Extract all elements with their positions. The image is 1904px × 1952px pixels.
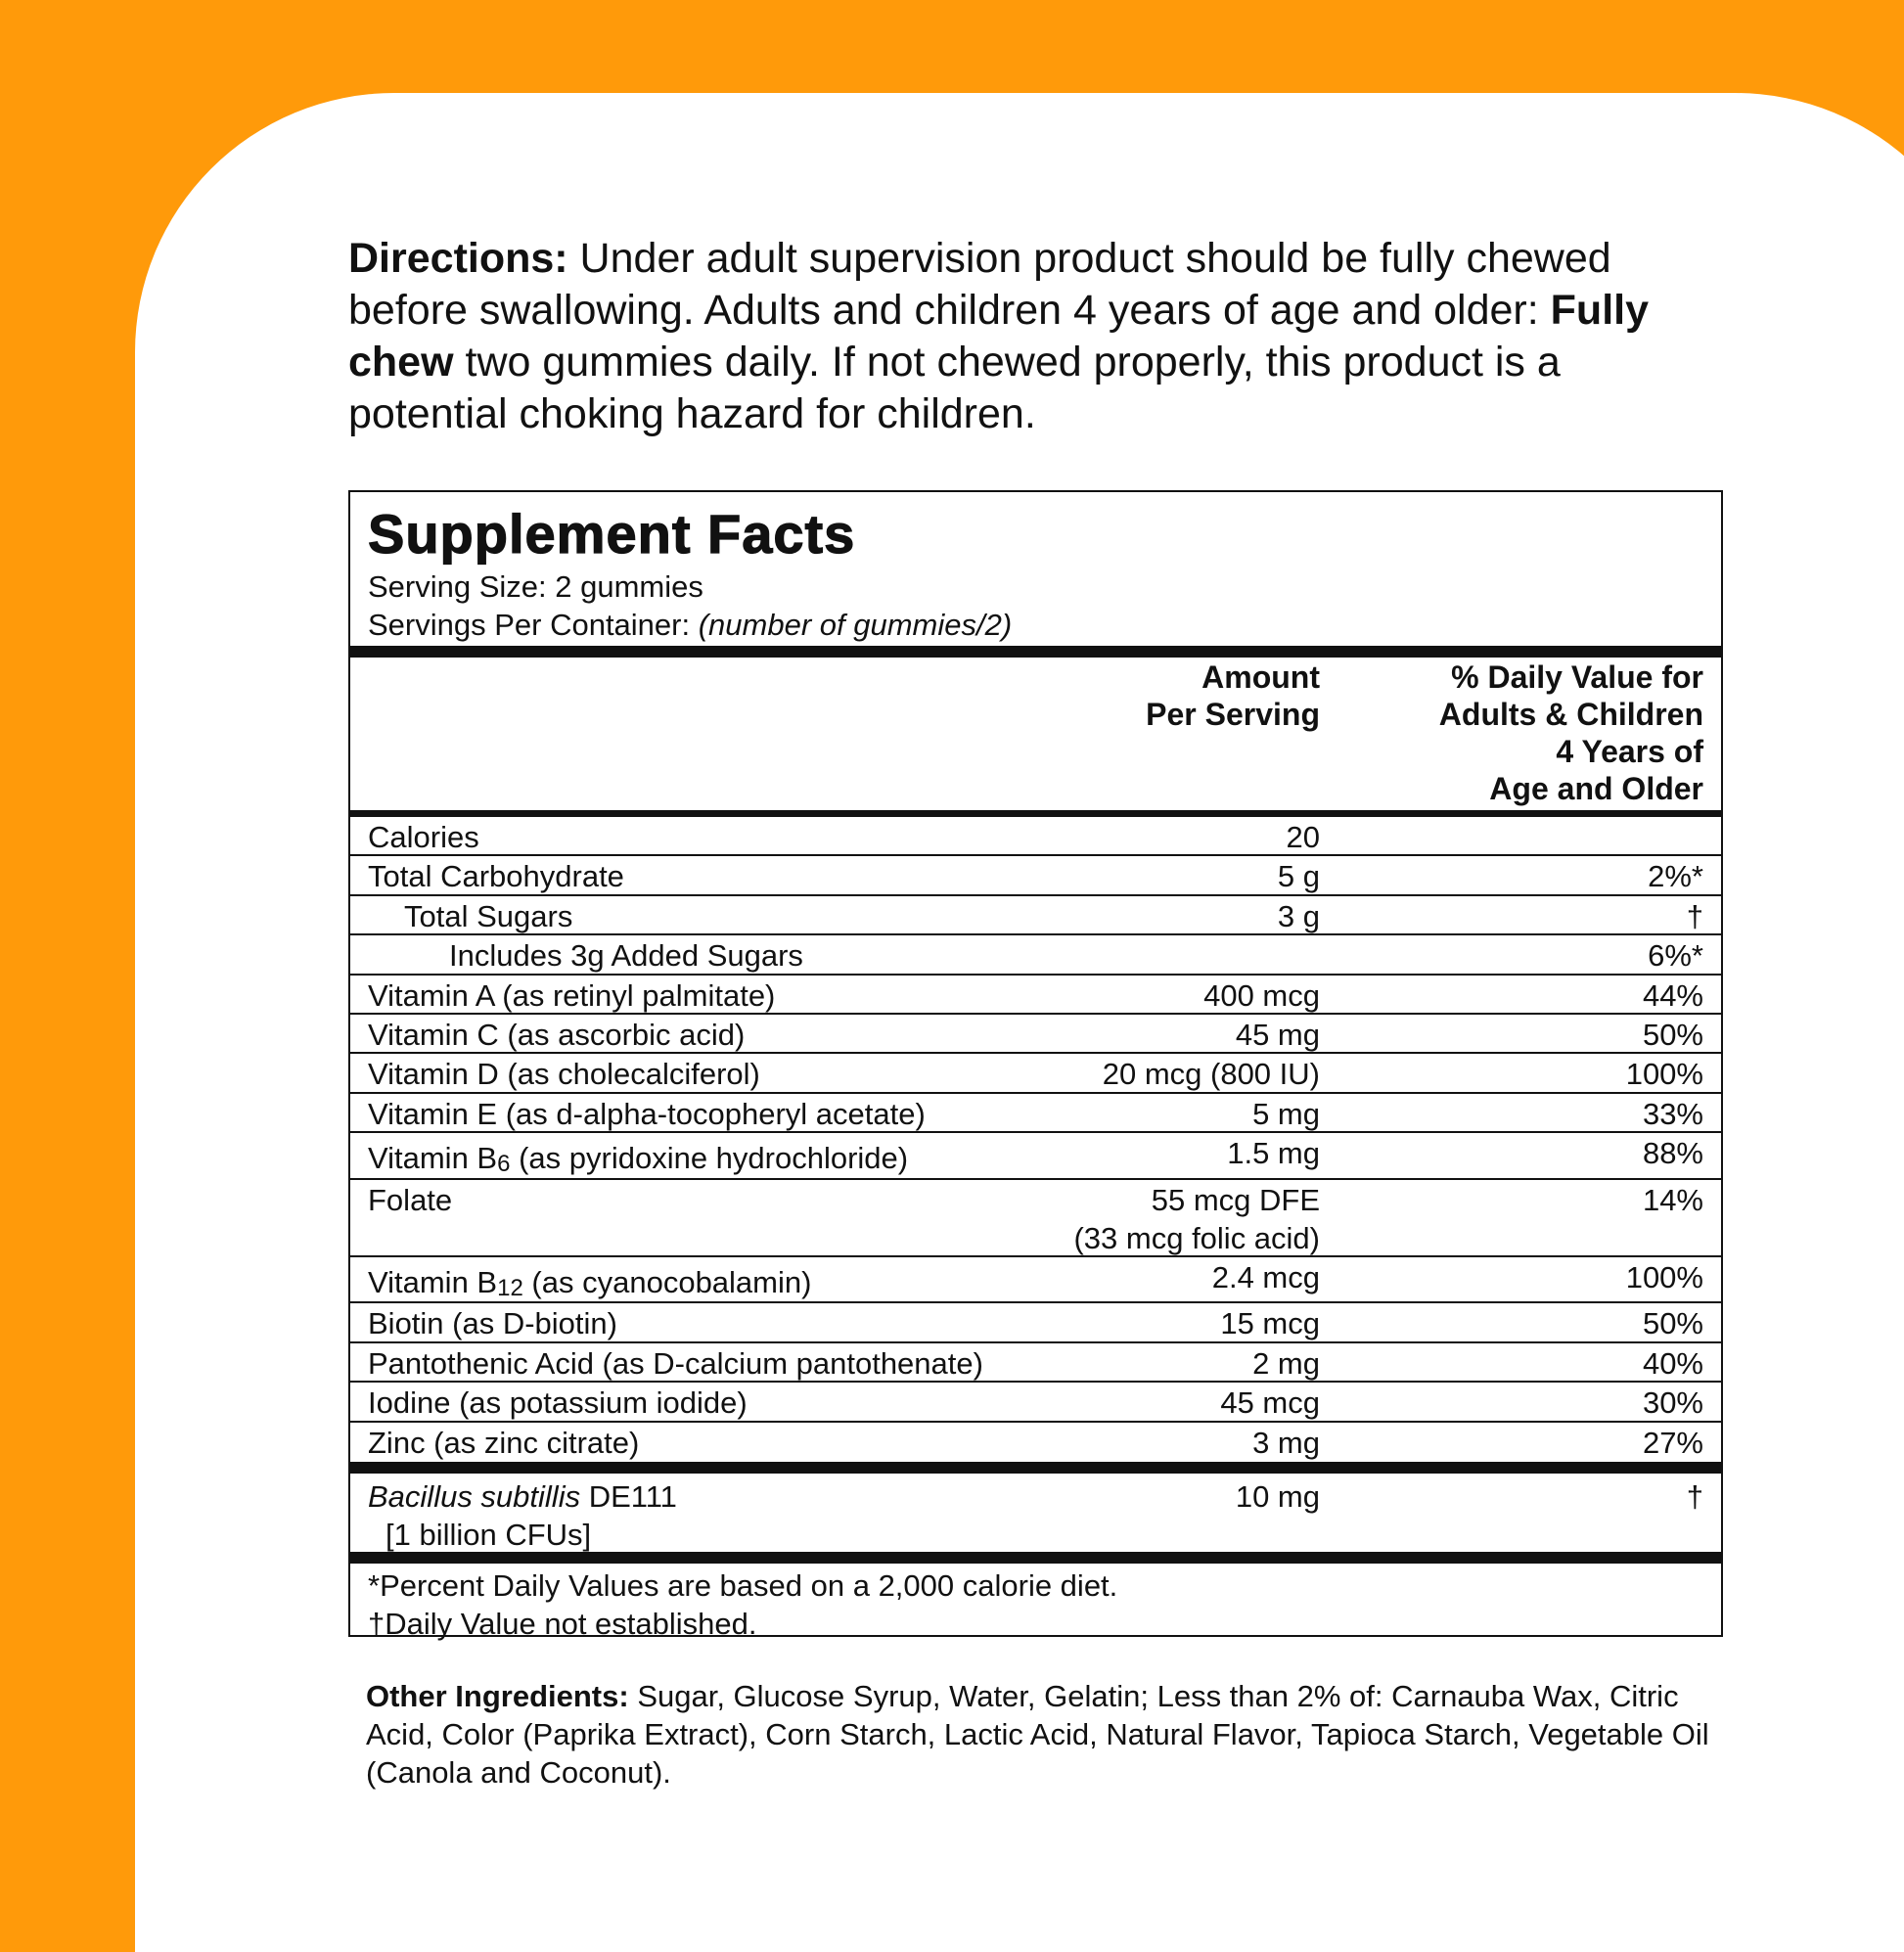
- nutrient-row-pantothenic-acid: [350, 1343, 1721, 1383]
- thick-divider: [350, 1462, 1721, 1474]
- other-ingredients: [366, 1677, 1731, 1792]
- nutrient-daily-value: 30%: [1642, 1385, 1703, 1420]
- nutrient-row-vitamin-b6: [350, 1133, 1721, 1180]
- nutrient-amount: 1.5 mg: [1227, 1136, 1320, 1170]
- nutrient-daily-value: †: [1686, 899, 1703, 933]
- nutrient-name: Folate: [368, 1183, 453, 1217]
- probiotic-strain: DE111: [580, 1479, 677, 1514]
- nutrient-daily-value: 88%: [1642, 1136, 1703, 1170]
- probiotic-name: [368, 1477, 677, 1516]
- nutrient-row-total-sugars: [350, 896, 1721, 935]
- nutrient-name: Zinc (as zinc citrate): [368, 1426, 640, 1460]
- nutrient-row-vitamin-d: [350, 1054, 1721, 1094]
- probiotic-row: [350, 1474, 1721, 1552]
- nutrient-name: Vitamin A (as retinyl palmitate): [368, 978, 776, 1013]
- servings-per-container-value: (number of gummies/2): [698, 608, 1013, 642]
- nutrient-amount: 2.4 mcg: [1211, 1260, 1320, 1294]
- medium-divider: [350, 810, 1721, 817]
- nutrient-row-vitamin-a: [350, 976, 1721, 1015]
- nutrient-row-vitamin-c: [350, 1015, 1721, 1054]
- probiotic-cfu: [1 billion CFUs]: [385, 1518, 592, 1552]
- nutrient-amount: 3 g: [1277, 899, 1320, 933]
- nutrient-daily-value: 14%: [1642, 1183, 1703, 1217]
- header-dv-line-2: Adults & Children: [1438, 697, 1703, 732]
- nutrient-name: [368, 1139, 908, 1183]
- nutrient-amount: 3 mg: [1252, 1426, 1320, 1460]
- nutrient-row-vitamin-e: [350, 1094, 1721, 1133]
- header-daily-value: [1439, 658, 1703, 807]
- nutrient-amount: 20 mcg (800 IU): [1102, 1057, 1320, 1091]
- nutrient-amount: 20: [1286, 820, 1320, 854]
- probiotic-species: Bacillus subtillis: [368, 1479, 581, 1514]
- nutrient-name: Total Carbohydrate: [368, 859, 624, 893]
- nutrient-amount: 55 mcg DFE: [1151, 1183, 1320, 1217]
- nutrient-name: Biotin (as D-biotin): [368, 1306, 617, 1340]
- nutrient-name: Includes 3g Added Sugars: [449, 938, 803, 973]
- footnote-daily-values: *Percent Daily Values are based on a 2,000 calorie diet.: [368, 1568, 1118, 1603]
- nutrient-name: Vitamin C (as ascorbic acid): [368, 1018, 746, 1052]
- nutrient-daily-value: 6%*: [1648, 938, 1703, 973]
- nutrient-name-subscript: 6: [497, 1151, 511, 1177]
- nutrient-name-suffix: (as cyanocobalamin): [522, 1265, 812, 1299]
- nutrient-name: [368, 1263, 811, 1307]
- nutrient-daily-value: 40%: [1642, 1346, 1703, 1381]
- nutrient-name: Iodine (as potassium iodide): [368, 1385, 748, 1420]
- nutrient-daily-value: 2%*: [1648, 859, 1703, 893]
- nutrient-row-total-carbohydrate: [350, 856, 1721, 896]
- nutrient-amount: 5 g: [1277, 859, 1320, 893]
- thick-divider: [350, 1552, 1721, 1564]
- directions-bold: Fully chew: [348, 287, 1649, 386]
- servings-per-container-label: Servings Per Container:: [368, 608, 699, 642]
- nutrient-row-folate: [350, 1180, 1721, 1257]
- nutrient-name: Vitamin D (as cholecalciferol): [368, 1057, 760, 1091]
- nutrient-name-suffix: (as pyridoxine hydrochloride): [510, 1141, 909, 1175]
- nutrient-name-prefix: Vitamin B: [368, 1141, 498, 1175]
- nutrient-daily-value: 100%: [1625, 1057, 1703, 1091]
- nutrient-name: Pantothenic Acid (as D-calcium pantothenate): [368, 1346, 983, 1381]
- nutrient-name-prefix: Vitamin B: [368, 1265, 498, 1299]
- thick-divider: [350, 646, 1721, 658]
- servings-per-container: [368, 608, 1012, 643]
- nutrient-amount: 2 mg: [1252, 1346, 1320, 1381]
- nutrient-amount: 400 mcg: [1203, 978, 1320, 1013]
- other-ingredients-text: Sugar, Glucose Syrup, Water, Gelatin; Less than 2% of: Carnauba Wax, Citric Acid, Color (Paprika Extract), Corn Starch, Lactic Acid, Natural Flavor, Tapioca Starch, Vegetable Oil (Canola and Coconut).: [366, 1679, 1709, 1790]
- probiotic-amount: 10 mg: [1235, 1479, 1320, 1514]
- nutrient-daily-value: 27%: [1642, 1426, 1703, 1460]
- nutrient-daily-value: 50%: [1642, 1306, 1703, 1340]
- nutrient-daily-value: 33%: [1642, 1097, 1703, 1131]
- directions-label: Directions:: [348, 235, 568, 282]
- nutrient-daily-value: 44%: [1642, 978, 1703, 1013]
- nutrient-name: Calories: [368, 820, 479, 854]
- nutrient-amount: 5 mg: [1252, 1097, 1320, 1131]
- probiotic-daily-value: †: [1686, 1479, 1703, 1514]
- nutrient-row-vitamin-b12: [350, 1257, 1721, 1303]
- nutrient-amount: 45 mg: [1235, 1018, 1320, 1052]
- header-amount-line-1: Amount: [1201, 659, 1320, 695]
- header-dv-line-4: Age and Older: [1489, 771, 1703, 806]
- nutrient-row-iodine: [350, 1383, 1721, 1423]
- nutrient-amount: 45 mcg: [1220, 1385, 1320, 1420]
- supplement-facts-table: [348, 490, 1723, 1641]
- nutrient-name: Vitamin E (as d-alpha-tocopheryl acetate): [368, 1097, 926, 1131]
- nutrient-amount: 15 mcg: [1220, 1306, 1320, 1340]
- nutrient-row-calories: [350, 817, 1721, 856]
- header-dv-line-1: % Daily Value for: [1451, 659, 1703, 695]
- nutrient-amount-note: (33 mcg folic acid): [1073, 1221, 1320, 1255]
- facts-title: Supplement Facts: [368, 503, 856, 565]
- header-dv-line-3: 4 Years of: [1556, 734, 1703, 769]
- nutrient-daily-value: 50%: [1642, 1018, 1703, 1052]
- footnote-not-established: †Daily Value not established.: [368, 1607, 757, 1641]
- nutrient-daily-value: 100%: [1625, 1260, 1703, 1294]
- nutrient-name-subscript: 12: [497, 1275, 523, 1301]
- nutrient-row-zinc: [350, 1423, 1721, 1462]
- header-amount: [1146, 658, 1320, 733]
- header-amount-line-2: Per Serving: [1146, 697, 1320, 732]
- other-ingredients-label: Other Ingredients:: [366, 1679, 629, 1713]
- nutrient-row-added-sugars: [350, 935, 1721, 976]
- directions-text-1: Under adult supervision product should be fully chewed before swallowing. Adults and children 4 years of age and older:: [348, 235, 1611, 334]
- nutrient-name: Total Sugars: [404, 899, 573, 933]
- directions-text-2: two gummies daily. If not chewed properly, this product is a potential choking hazard for children.: [348, 339, 1561, 437]
- nutrient-row-biotin: [350, 1303, 1721, 1343]
- serving-size: Serving Size: 2 gummies: [368, 569, 703, 604]
- directions-text: [348, 233, 1718, 440]
